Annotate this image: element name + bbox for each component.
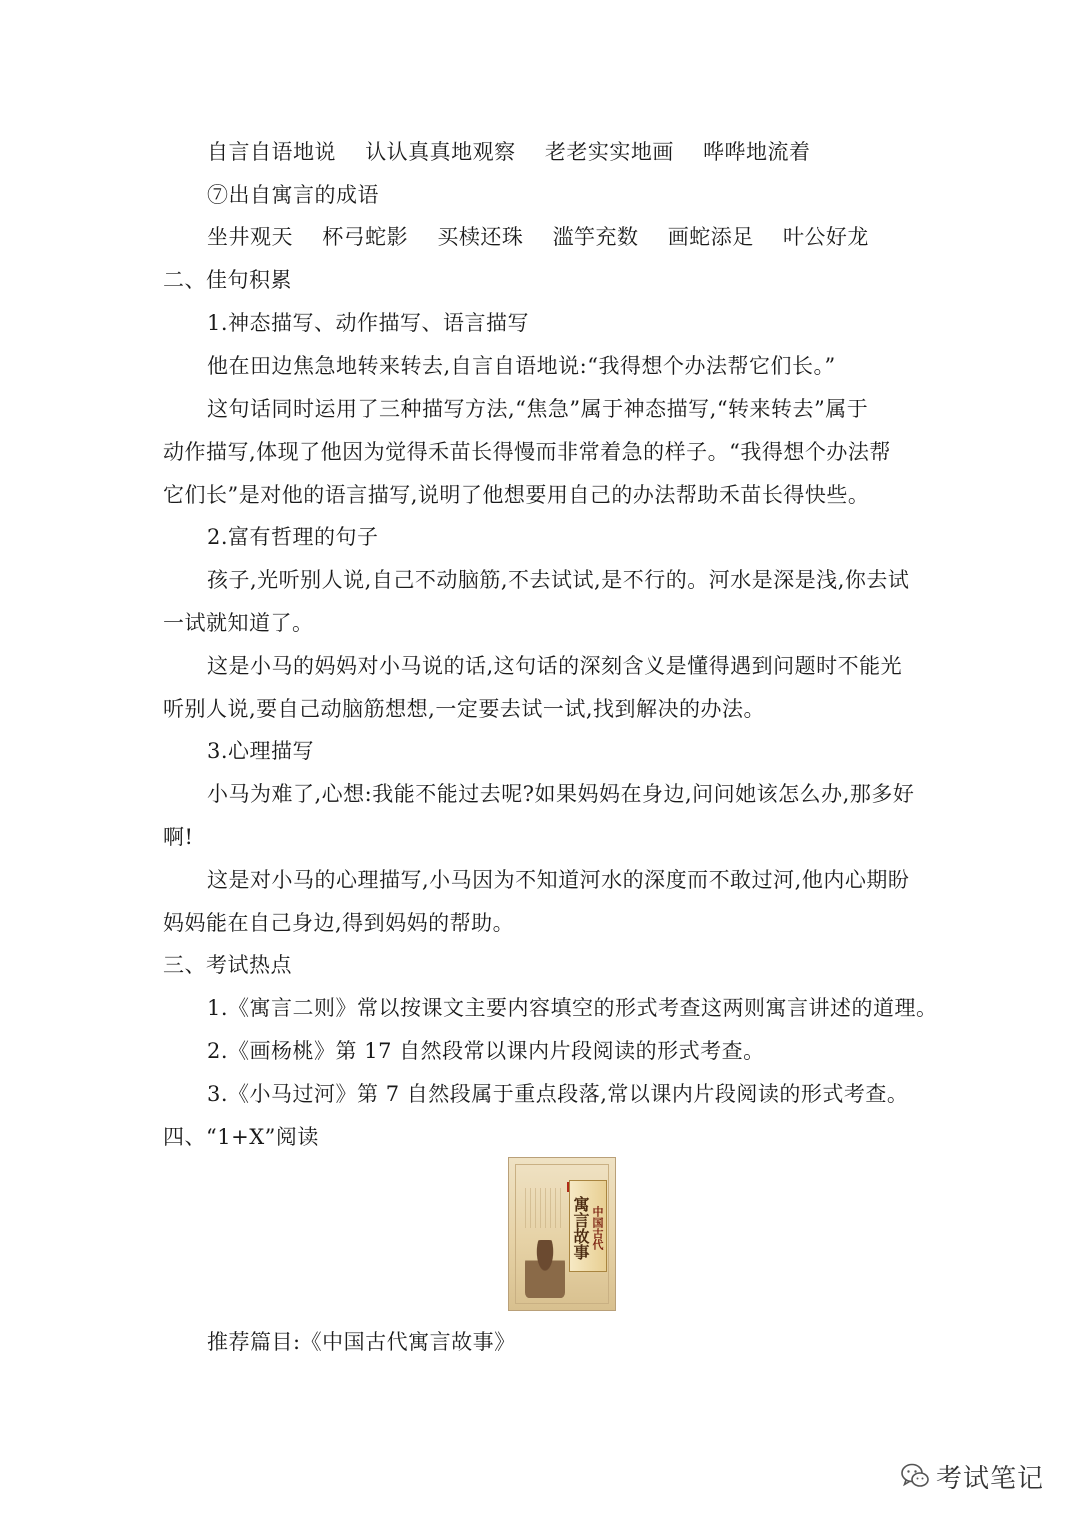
idiom: 叶公好龙 <box>782 225 869 249</box>
cover-figure-illustration <box>525 1240 565 1298</box>
paragraph-line: 动作描写,体现了他因为觉得禾苗长得慢而非常着急的样子。“我得想个办法帮 <box>163 440 891 464</box>
cover-title <box>569 1180 607 1272</box>
paragraph-line: 啊! <box>163 825 194 849</box>
phrase: 自言自语地说 <box>207 140 336 164</box>
idiom: 滥竽充数 <box>552 225 639 249</box>
watermark-text: 考试笔记 <box>936 1463 1045 1494</box>
watermark <box>900 1456 1044 1496</box>
paragraph-line: 孩子,光听别人说,自己不动脑筋,不去试试,是不行的。河水是深是浅,你去试 <box>207 568 910 592</box>
paragraph-line: 1.《寓言二则》常以按课文主要内容填空的形式考查这两则寓言讲述的道理。 <box>207 996 938 1020</box>
idiom: 画蛇添足 <box>667 225 754 249</box>
idiom-line <box>207 222 869 252</box>
subheading: 2.富有哲理的句子 <box>207 525 379 549</box>
phrase: 老老实实地画 <box>544 140 674 164</box>
idiom: 买椟还珠 <box>437 225 524 249</box>
paragraph-line: 这句话同时运用了三种描写方法,“焦急”属于神态描写,“转来转去”属于 <box>207 397 869 421</box>
subheading: 3.心理描写 <box>207 739 315 763</box>
phrase: 哗哗地流着 <box>703 140 811 164</box>
paragraph-line: 一试就知道了。 <box>163 611 314 635</box>
cover-title-top: 中国古代 <box>591 1206 604 1250</box>
subheading-idioms: ⑦出自寓言的成语 <box>207 183 379 207</box>
paragraph-line: 这是对小马的心理描写,小马因为不知道河水的深度而不敢过河,他内心期盼 <box>207 868 910 892</box>
section-heading-4: 四、“1+X”阅读 <box>163 1125 319 1149</box>
paragraph-line: 妈妈能在自己身边,得到妈妈的帮助。 <box>163 911 515 935</box>
recommended-reading: 推荐篇目:《中国古代寓言故事》 <box>207 1330 516 1354</box>
wechat-icon <box>900 1462 930 1490</box>
cover-title-main: 寓言故事 <box>571 1196 590 1260</box>
paragraph-line: 它们长”是对他的语言描写,说明了他想要用自己的办法帮助禾苗长得快些。 <box>163 483 870 507</box>
subheading: 1.神态描写、动作描写、语言描写 <box>207 311 530 335</box>
paragraph-line: 他在田边焦急地转来转去,自言自语地说:“我得想个办法帮它们长。” <box>207 354 836 378</box>
idiom: 杯弓蛇影 <box>322 225 409 249</box>
cover-decoration <box>525 1188 561 1228</box>
book-cover-image <box>508 1157 616 1311</box>
paragraph-line: 3.《小马过河》第 7 自然段属于重点段落,常以课内片段阅读的形式考查。 <box>207 1082 909 1106</box>
section-heading-3: 三、考试热点 <box>163 953 292 977</box>
paragraph-line: 小马为难了,心想:我能不能过去呢?如果妈妈在身边,问问她该怎么办,那多好 <box>207 782 915 806</box>
paragraph-line: 听别人说,要自己动脑筋想想,一定要去试一试,找到解决的办法。 <box>163 697 766 721</box>
paragraph-line: 2.《画杨桃》第 17 自然段常以课内片段阅读的形式考查。 <box>207 1039 765 1063</box>
phrase-line-1 <box>207 137 811 167</box>
paragraph-line: 这是小马的妈妈对小马说的话,这句话的深刻含义是懂得遇到问题时不能光 <box>207 654 903 678</box>
phrase: 认认真真地观察 <box>365 140 516 164</box>
section-heading-2: 二、佳句积累 <box>163 268 292 292</box>
idiom: 坐井观天 <box>207 225 293 249</box>
